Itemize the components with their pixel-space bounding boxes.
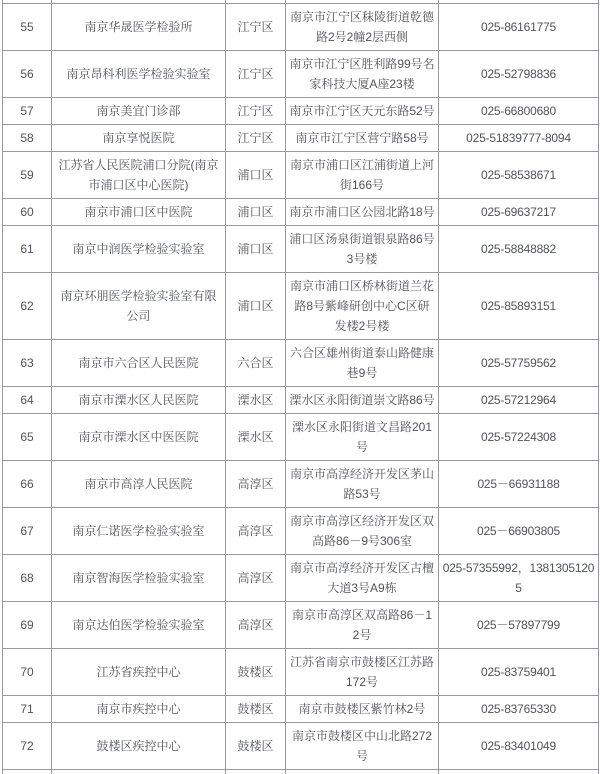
cell-phone: 025-57212964 <box>439 387 599 414</box>
cell-name: 南京智海医学检验实验室 <box>52 555 226 602</box>
cell-name: 江苏省人民医院浦口分院(南京市浦口区中心医院) <box>52 152 226 199</box>
cell-district: 高淳区 <box>226 602 286 649</box>
table-row <box>3 4 599 51</box>
cell-name: 鼓楼区疾控中心 <box>52 723 226 770</box>
cell-seq: 70 <box>3 649 52 696</box>
partial-cell <box>286 770 439 774</box>
cell-name: 南京享悦医院 <box>52 125 226 152</box>
partial-cell <box>3 770 52 774</box>
cell-address: 南京市浦口区桥林街道兰花路8号紫峰研创中心C区研发楼2号楼 <box>286 273 439 340</box>
cell-district: 高淳区 <box>226 461 286 508</box>
table-row <box>3 723 599 770</box>
cell-phone: 025-58538671 <box>439 152 599 199</box>
cell-district: 浦口区 <box>226 152 286 199</box>
table-row <box>3 602 599 649</box>
cell-district: 溧水区 <box>226 387 286 414</box>
cell-address: 江苏省南京市鼓楼区江苏路172号 <box>286 649 439 696</box>
cell-district: 浦口区 <box>226 226 286 273</box>
clinic-table <box>2 0 599 774</box>
cell-seq: 59 <box>3 152 52 199</box>
partial-row-bottom <box>3 770 599 774</box>
cell-seq: 68 <box>3 555 52 602</box>
cell-name: 南京环朋医学检验实验室有限公司 <box>52 273 226 340</box>
cell-name: 南京华晟医学检验所 <box>52 4 226 51</box>
cell-district: 鼓楼区 <box>226 696 286 723</box>
table-row <box>3 51 599 98</box>
cell-seq: 61 <box>3 226 52 273</box>
cell-seq: 62 <box>3 273 52 340</box>
table-row <box>3 98 599 125</box>
table-body <box>3 0 599 774</box>
cell-address: 南京市浦口区江浦街道上河街166号 <box>286 152 439 199</box>
cell-district: 鼓楼区 <box>226 723 286 770</box>
table-row <box>3 152 599 199</box>
cell-name: 南京仁诺医学检验实验室 <box>52 508 226 555</box>
cell-district: 浦口区 <box>226 273 286 340</box>
cell-phone: 025-57224308 <box>439 414 599 461</box>
cell-seq: 66 <box>3 461 52 508</box>
cell-address: 南京市江宁区胜利路99号名家科技大厦A座23楼 <box>286 51 439 98</box>
table-row <box>3 125 599 152</box>
cell-phone: 025-51839777-8094 <box>439 125 599 152</box>
cell-address: 南京市高淳区经济开发区双高路86－9号306室 <box>286 508 439 555</box>
table-row <box>3 226 599 273</box>
table-row <box>3 273 599 340</box>
cell-name: 南京中润医学检验实验室 <box>52 226 226 273</box>
cell-seq: 67 <box>3 508 52 555</box>
partial-cell <box>439 770 599 774</box>
cell-phone: 025-85893151 <box>439 273 599 340</box>
table-row <box>3 387 599 414</box>
cell-district: 溧水区 <box>226 414 286 461</box>
table-row <box>3 508 599 555</box>
table-row <box>3 199 599 226</box>
cell-name: 江苏省疾控中心 <box>52 649 226 696</box>
cell-district: 浦口区 <box>226 199 286 226</box>
cell-name: 南京市溧水区人民医院 <box>52 387 226 414</box>
cell-name: 南京市浦口区中医院 <box>52 199 226 226</box>
cell-district: 江宁区 <box>226 125 286 152</box>
cell-district: 江宁区 <box>226 51 286 98</box>
partial-cell <box>52 770 226 774</box>
table-row <box>3 696 599 723</box>
cell-address: 南京市江宁区营宁路58号 <box>286 125 439 152</box>
cell-name: 南京市溧水区中医医院 <box>52 414 226 461</box>
cell-district: 高淳区 <box>226 508 286 555</box>
cell-address: 浦口区汤泉街道银泉路86号3号楼 <box>286 226 439 273</box>
cell-phone: 025－66903805 <box>439 508 599 555</box>
cell-phone: 025－57897799 <box>439 602 599 649</box>
cell-name: 南京市疾控中心 <box>52 696 226 723</box>
table-row <box>3 649 599 696</box>
cell-address: 南京市高淳区双高路86－12号 <box>286 602 439 649</box>
table-row <box>3 414 599 461</box>
cell-district: 高淳区 <box>226 555 286 602</box>
cell-phone: 025-83401049 <box>439 723 599 770</box>
cell-phone: 025-83765330 <box>439 696 599 723</box>
cell-seq: 56 <box>3 51 52 98</box>
cell-seq: 58 <box>3 125 52 152</box>
cell-phone: 025-83759401 <box>439 649 599 696</box>
cell-address: 南京市江宁区天元东路52号 <box>286 98 439 125</box>
cell-address: 南京市浦口区公园北路18号 <box>286 199 439 226</box>
cell-phone: 025-57355992，13813051205 <box>439 555 599 602</box>
table-row <box>3 340 599 387</box>
cell-address: 南京市高淳经济开发区古檀大道3号A9栋 <box>286 555 439 602</box>
cell-address: 南京市高淳经济开发区茅山路53号 <box>286 461 439 508</box>
table-row <box>3 555 599 602</box>
cell-district: 江宁区 <box>226 4 286 51</box>
cell-name: 南京达伯医学检验实验室 <box>52 602 226 649</box>
cell-seq: 63 <box>3 340 52 387</box>
cell-phone: 025－66931188 <box>439 461 599 508</box>
cell-address: 六合区雄州街道泰山路健康巷9号 <box>286 340 439 387</box>
table-row <box>3 461 599 508</box>
cell-name: 南京市六合区人民医院 <box>52 340 226 387</box>
cell-seq: 60 <box>3 199 52 226</box>
cell-address: 南京市江宁区秣陵街道乾德路2号2幢2层西侧 <box>286 4 439 51</box>
cell-name: 南京美宜门诊部 <box>52 98 226 125</box>
cell-phone: 025-57759562 <box>439 340 599 387</box>
cell-phone: 025-86161775 <box>439 4 599 51</box>
cell-phone: 025-58848882 <box>439 226 599 273</box>
cell-district: 鼓楼区 <box>226 649 286 696</box>
cell-phone: 025-66800680 <box>439 98 599 125</box>
cell-phone: 025-69637217 <box>439 199 599 226</box>
cell-name: 南京昂科利医学检验实验室 <box>52 51 226 98</box>
partial-cell <box>226 770 286 774</box>
cell-seq: 71 <box>3 696 52 723</box>
cell-district: 江宁区 <box>226 98 286 125</box>
cell-seq: 57 <box>3 98 52 125</box>
cell-seq: 55 <box>3 4 52 51</box>
cell-name: 南京市高淳人民医院 <box>52 461 226 508</box>
cell-seq: 72 <box>3 723 52 770</box>
cell-address: 溧水区永阳街道文昌路201号 <box>286 414 439 461</box>
cell-seq: 65 <box>3 414 52 461</box>
cell-seq: 64 <box>3 387 52 414</box>
cell-district: 六合区 <box>226 340 286 387</box>
cell-address: 溧水区永阳街道崇文路86号 <box>286 387 439 414</box>
cell-phone: 025-52798836 <box>439 51 599 98</box>
cell-address: 南京市鼓楼区中山北路272号 <box>286 723 439 770</box>
cell-seq: 69 <box>3 602 52 649</box>
cell-address: 南京市鼓楼区紫竹林2号 <box>286 696 439 723</box>
